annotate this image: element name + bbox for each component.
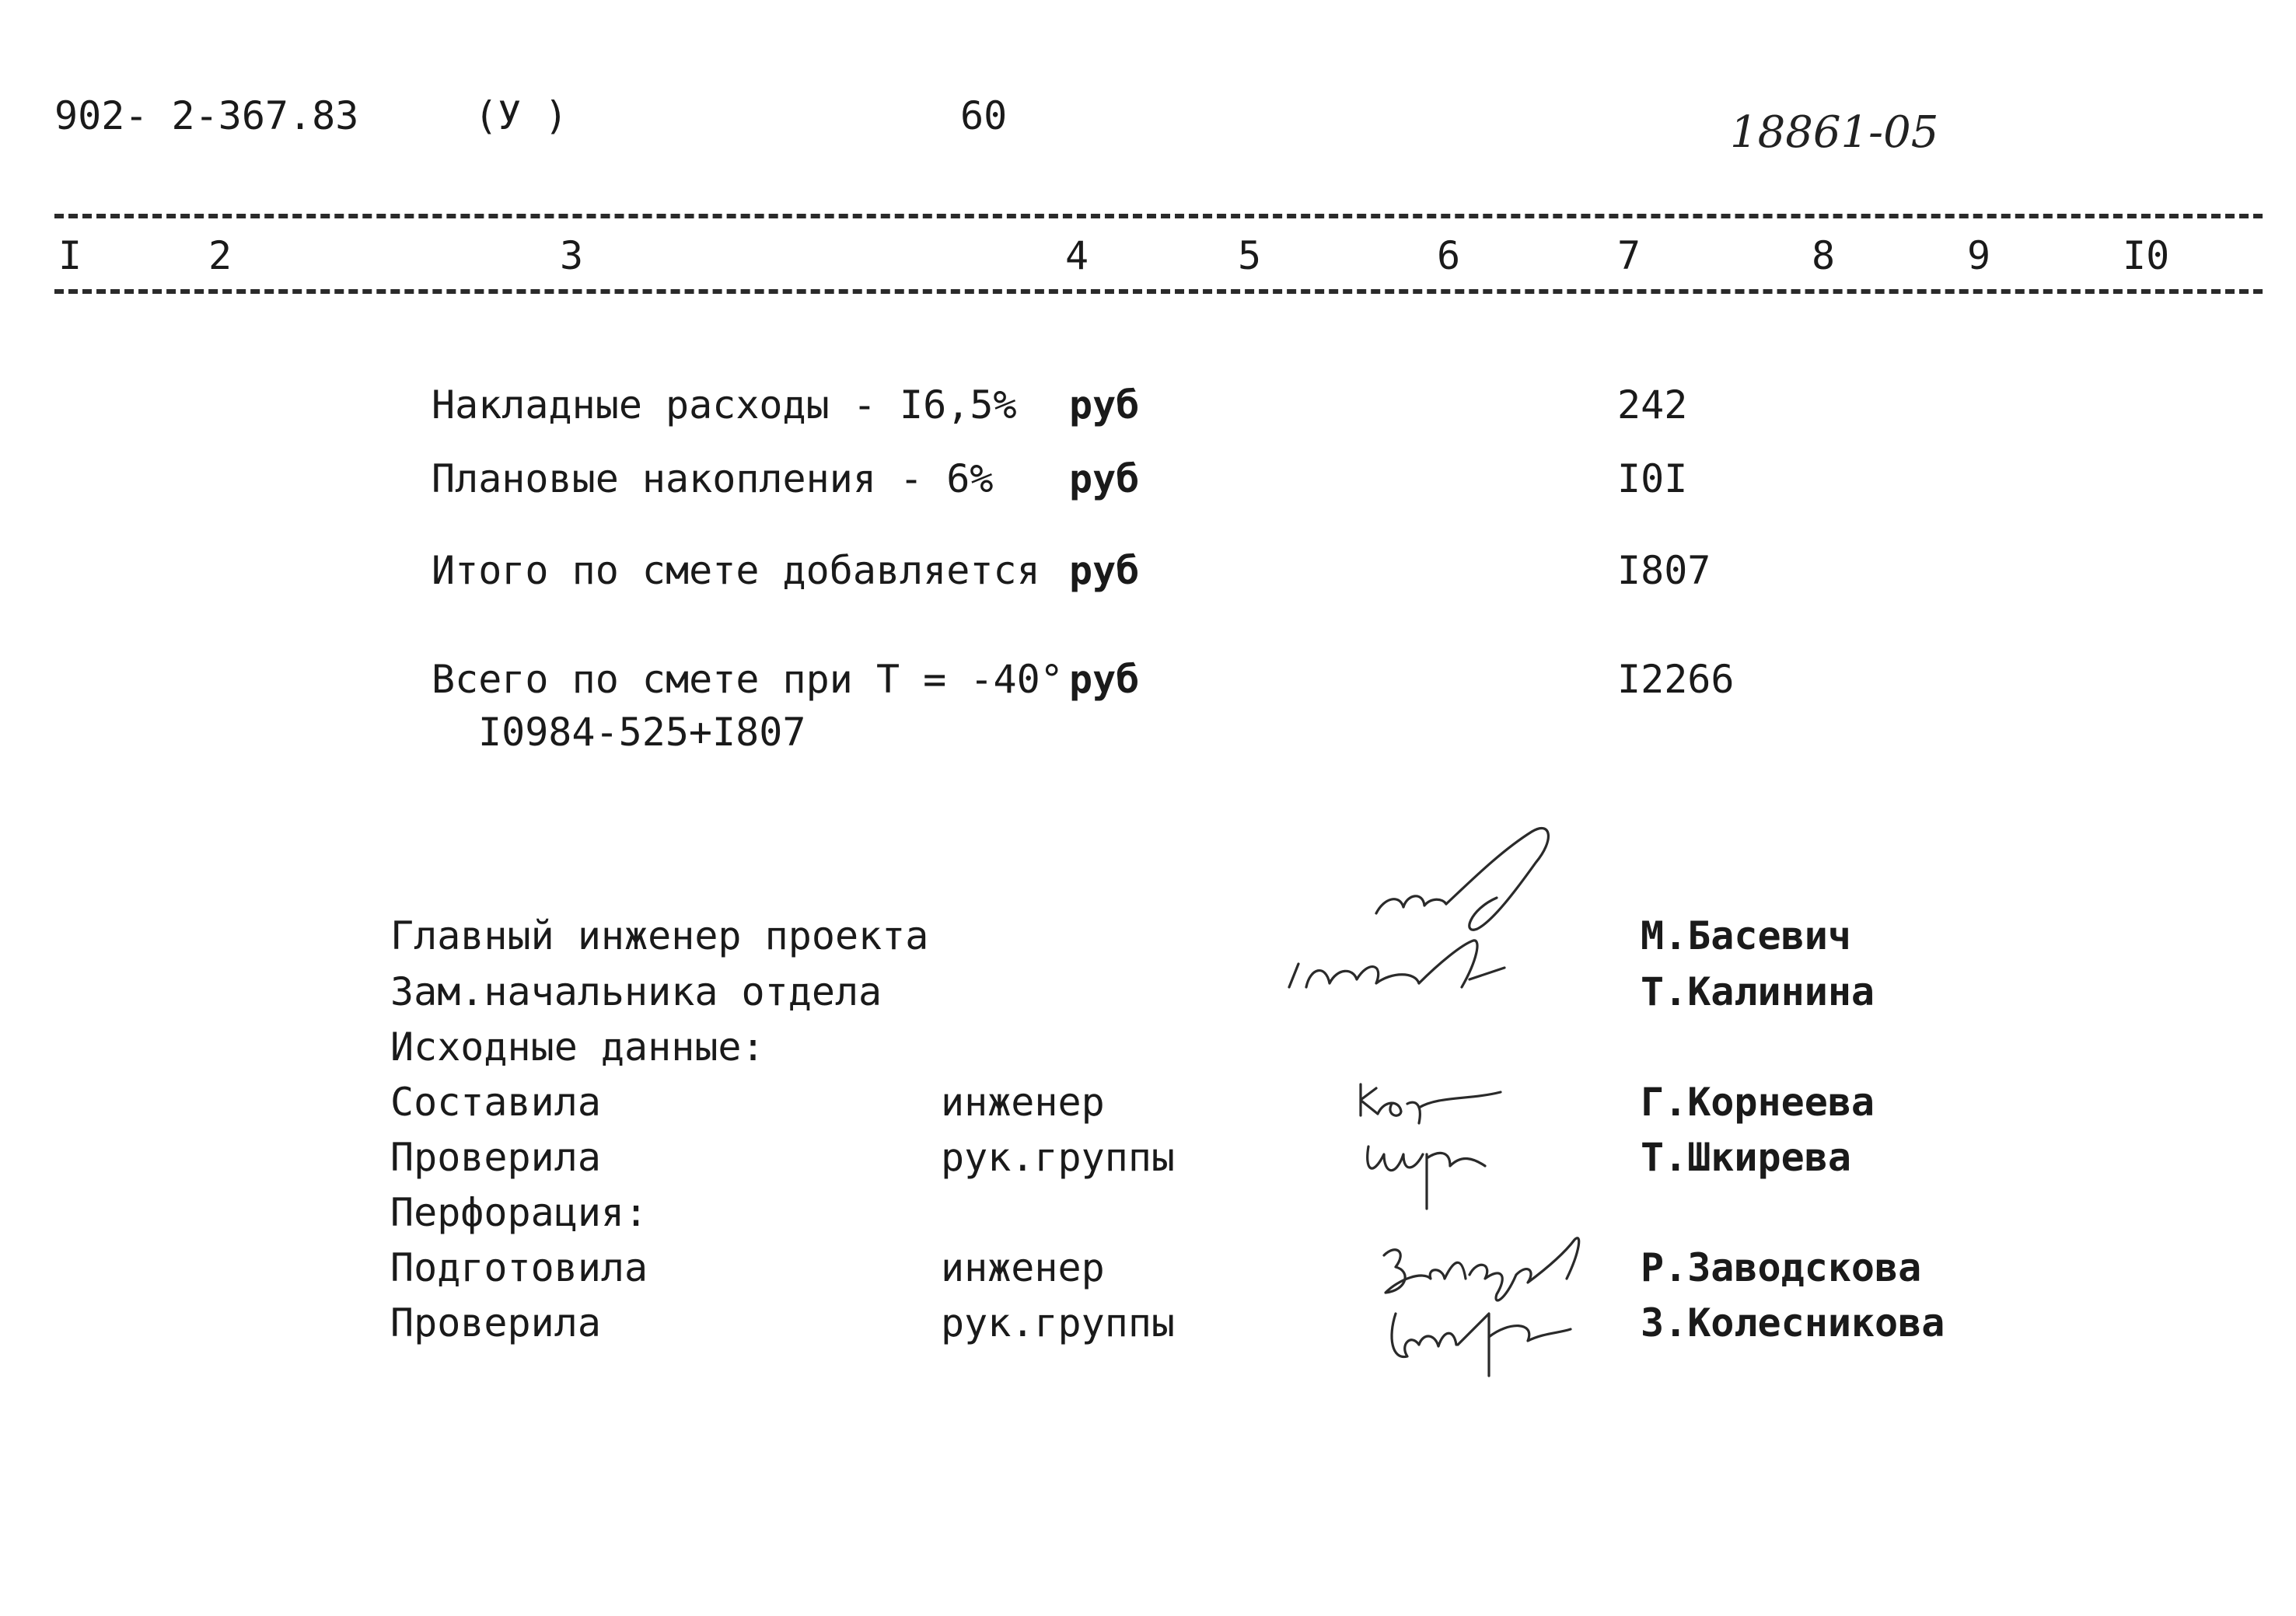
inventory-number: 18861-05	[1730, 107, 1939, 158]
signature-name: З.Колесникова	[1641, 1300, 1945, 1346]
signature-position: инженер	[941, 1245, 1105, 1290]
compiler-signature	[1353, 1069, 1508, 1131]
signature-role: Проверила	[390, 1300, 601, 1346]
deputy-head-signature	[1283, 933, 1516, 1018]
bottom-dashed-rule	[54, 289, 2263, 294]
estimate-line-label: Накладные расходы - I6,5%	[432, 382, 1017, 428]
column-number: 4	[1065, 233, 1089, 278]
signature-name: Г.Корнеева	[1641, 1080, 1875, 1125]
estimate-total-value: I2266	[1617, 657, 1735, 702]
column-number: 7	[1617, 233, 1641, 278]
document-code: 902- 2-367.83	[54, 93, 359, 138]
signature-name: М.Басевич	[1641, 913, 1851, 958]
page-number: 60	[960, 93, 1008, 138]
estimate-total-label: Всего по смете при Т = -40°	[432, 657, 1064, 702]
column-number: 9	[1967, 233, 1991, 278]
estimate-line-label: Плановые накопления - 6%	[432, 456, 994, 501]
signature-name: Р.Заводскова	[1641, 1245, 1922, 1290]
signature-role: Составила	[390, 1080, 601, 1125]
estimate-line-value: 242	[1617, 382, 1688, 428]
signature-name: Т.Шкирева	[1641, 1135, 1851, 1180]
column-number: I	[58, 233, 82, 278]
column-number: 5	[1238, 233, 1262, 278]
estimate-line-label: Итого по смете добавляется	[432, 548, 1040, 593]
signature-position: рук.группы	[941, 1300, 1176, 1346]
signature-role: Зам.начальника отдела	[390, 969, 882, 1014]
estimate-line-value: I807	[1617, 548, 1711, 593]
column-number: 6	[1437, 233, 1461, 278]
estimate-line-unit: руб	[1069, 456, 1140, 501]
column-number: I0	[2123, 233, 2170, 278]
signature-role: Главный инженер проекта	[390, 913, 929, 958]
signature-position: рук.группы	[941, 1135, 1176, 1180]
column-number: 2	[208, 233, 232, 278]
estimate-line-unit: руб	[1069, 548, 1140, 593]
signature-position: инженер	[941, 1080, 1105, 1125]
chief-engineer-signature	[1368, 820, 1571, 937]
document-variant: (У )	[474, 93, 568, 138]
top-dashed-rule	[54, 214, 2263, 218]
estimate-line-value: I0I	[1617, 456, 1688, 501]
estimate-line-unit: руб	[1069, 382, 1140, 428]
checker-signature-1	[1361, 1123, 1501, 1216]
signature-section-heading: Исходные данные:	[390, 1024, 765, 1070]
checker-signature-2	[1380, 1298, 1574, 1384]
signature-role: Подготовила	[390, 1245, 648, 1290]
column-number: 3	[560, 233, 584, 278]
column-number: 8	[1812, 233, 1836, 278]
signature-name: Т.Калинина	[1641, 969, 1875, 1014]
signature-section-heading: Перфорация:	[390, 1190, 648, 1235]
estimate-total-unit: руб	[1069, 657, 1140, 702]
signature-role: Проверила	[390, 1135, 601, 1180]
estimate-total-formula: I0984-525+I807	[478, 710, 806, 755]
